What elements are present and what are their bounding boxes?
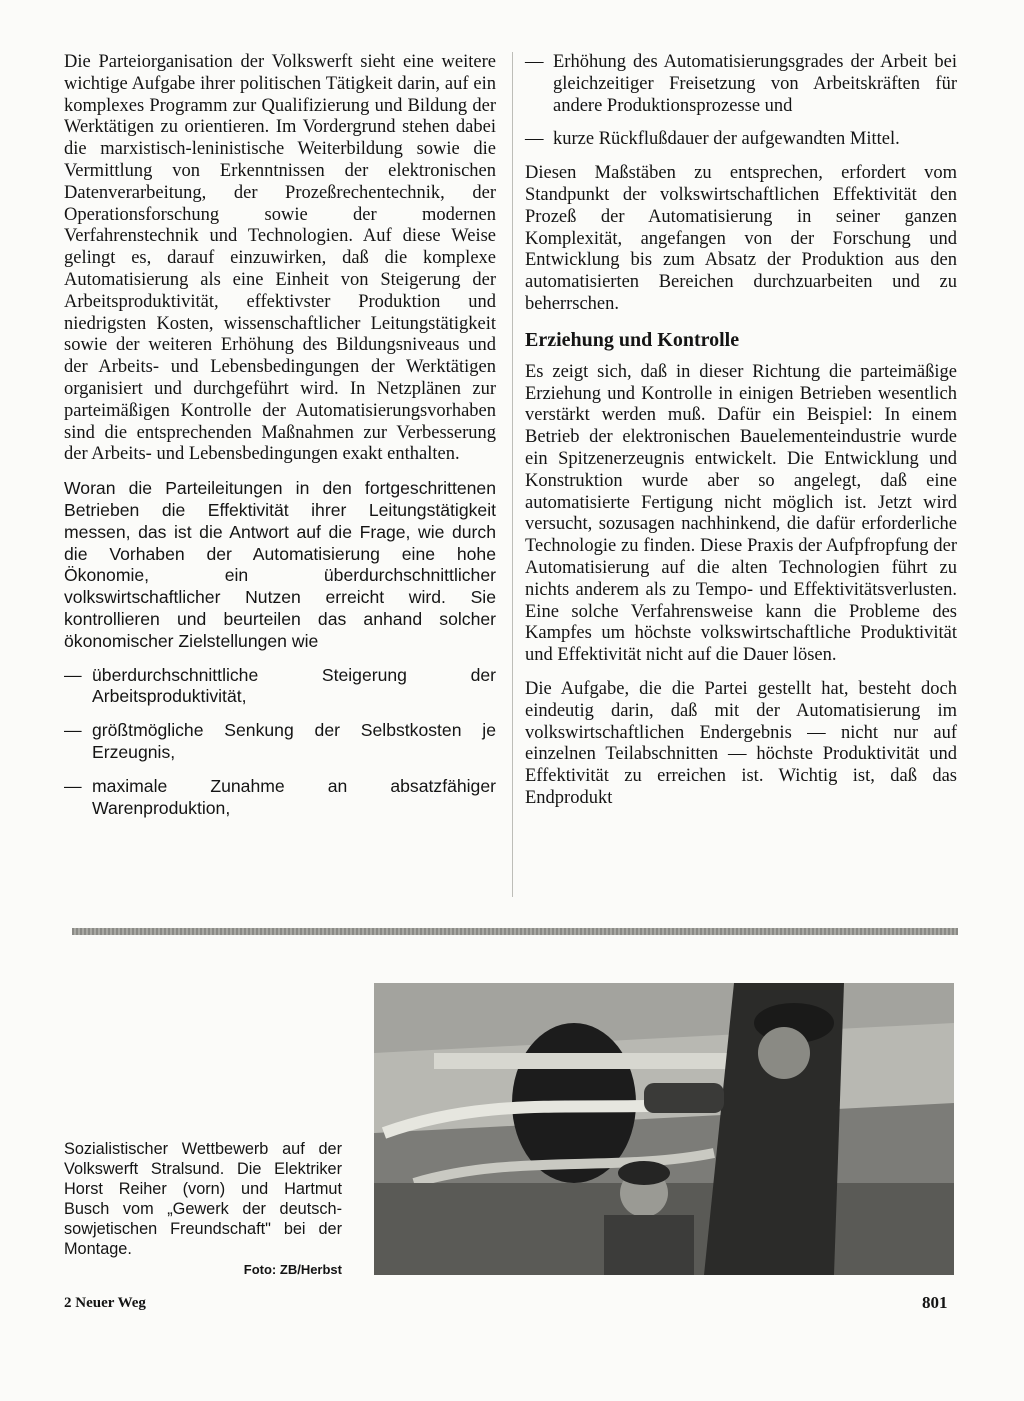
- right-column: [525, 52, 957, 822]
- list-item: [64, 720, 496, 764]
- bullet-dash: —: [64, 664, 82, 685]
- list-item-text: größtmögliche Senkung der Selbstkosten je Erzeugnis,: [92, 720, 496, 762]
- list-item: [525, 52, 957, 117]
- list-item-text: kurze Rückflußdauer der aufgewandten Mittel.: [553, 129, 900, 150]
- right-paragraph-3: Die Aufgabe, die die Partei gestellt hat, besteht doch eindeutig darin, daß mit der Automatisierung im volkswirtschaftlichen Endergebnis — nicht nur auf einzelnen Teilabschnitten — höchste Produktivität und Effektivität zu erreichen ist. Wichtig ist, daß das Endprodukt: [525, 678, 957, 808]
- photo-credit: Foto: ZB/Herbst: [243, 1262, 342, 1277]
- list-item: [525, 129, 957, 151]
- footer-signature: 2 Neuer Weg: [64, 1295, 146, 1311]
- section-divider: [72, 928, 958, 935]
- column-divider: [512, 52, 513, 897]
- section-heading: Erziehung und Kontrolle: [525, 328, 740, 351]
- photo-shipyard-electricians: [374, 983, 954, 1275]
- photo-caption: Sozialistischer Wettbewerb auf der Volkswerft Stralsund. Die Elektriker Horst Reiher (vorn) und Hartmut Busch vom „Gewerk der deutsch-sowjetischen Freundschaft" bei der Montage.: [64, 1140, 342, 1258]
- left-column: [64, 52, 496, 831]
- list-item-text: überdurchschnittliche Steigerung der Arbeitsproduktivität,: [92, 664, 496, 707]
- list-item-text: maximale Zunahme an absatzfähiger Warenproduktion,: [92, 775, 496, 818]
- list-item: [64, 776, 496, 820]
- photo-illustration: [374, 983, 954, 1275]
- left-paragraph-2: Woran die Parteileitungen in den fortgeschrittenen Betrieben die Effektivität ihrer Leitungstätigkeit messen, das ist die Antwort auf die Frage, wie durch die Vorhaben der Automatisierung eine hohe Ökonomie, ein überdurchschnittlicher volkswirtschaftlicher Nutzen erreicht wird. Sie kontrollieren und beurteilen das anhand solcher ökonomischer Zielstellungen wie: [64, 478, 496, 651]
- list-item: [64, 665, 496, 709]
- right-paragraph-2: Es zeigt sich, daß in dieser Richtung die parteimäßige Erziehung und Kontrolle in einigen Betrieben wesentlich verstärkt werden muß. Dafür ein Beispiel: In einem Betrieb der elektronischen Bauelementeindustrie wurde ein Spitzenerzeugnis entwickelt. Die Entwicklung und Konstruktion wurde aber so angelegt, daß eine automatisierte Fertigung nicht möglich ist. Jetzt wird versucht, sozusagen nachhinkend, die dafür erforderliche Technologie zu finden. Diese Praxis der Aufpfropfung der Automatisierung auf die alten Technologien führt zu nichts anderem als zu Tempo- und Effektivitätsverlusten. Eine solche Verfahrensweise kann die Probleme des Kampfes um höchste volkswirtschaftliche Produktivität und Effektivität nicht auf die Dauer lösen.: [525, 361, 957, 666]
- page-number: 801: [922, 1293, 948, 1312]
- bullet-dash: —: [525, 52, 544, 72]
- bullet-dash: —: [525, 129, 544, 150]
- bullet-dash: —: [64, 775, 82, 796]
- list-item-text: Erhöhung des Automatisierungsgrades der Arbeit bei gleichzeitiger Freisetzung von Arbeitskräften für andere Produktionsprozesse und: [553, 52, 957, 116]
- bullet-dash: —: [64, 720, 82, 741]
- left-paragraph-1: Die Parteiorganisation der Volkswerft sieht eine weitere wichtige Aufgabe ihrer politischen Tätigkeit darin, auf ein komplexes Programm zur Qualifizierung und Bildung der Werktätigen zu orientieren. Im Vordergrund stehen dabei die marxistisch-leninistische Weiterbildung sowie die Vermittlung von Erkenntnissen der elektronischen Datenverarbeitung, der Prozeßrechentechnik, der Operationsforschung sowie der modernen Verfahrenstechnik und Technologien. Auf diese Weise gelingt es, darauf einzuwirken, daß die komplexe Automatisierung als eine Einheit von Steigerung der Arbeitsproduktivität, effektivster Produktion und niedrigsten Kosten, wissenschaftlicher Leitungstätigkeit sowie der weiteren Erhöhung des Bildungsniveaus und der Arbeits- und Lebensbedingungen der Werktätigen organisiert und durchgeführt wird. In Netzplänen zur parteimäßigen Kontrolle der Automatisierungsvorhaben sind die entsprechenden Maßnahmen zur Verbesserung der Arbeits- und Lebensbedingungen exakt enthalten.: [64, 52, 496, 465]
- right-paragraph-1: Diesen Maßstäben zu entsprechen, erfordert vom Standpunkt der volkswirtschaftlichen Effektivität den Prozeß der Automatisierung in seiner ganzen Komplexität, angefangen von der Forschung und Entwicklung bis zum Absatz der Produktion aus den automatisierten Bereichen durchzuarbeiten und zu beherrschen.: [525, 163, 957, 314]
